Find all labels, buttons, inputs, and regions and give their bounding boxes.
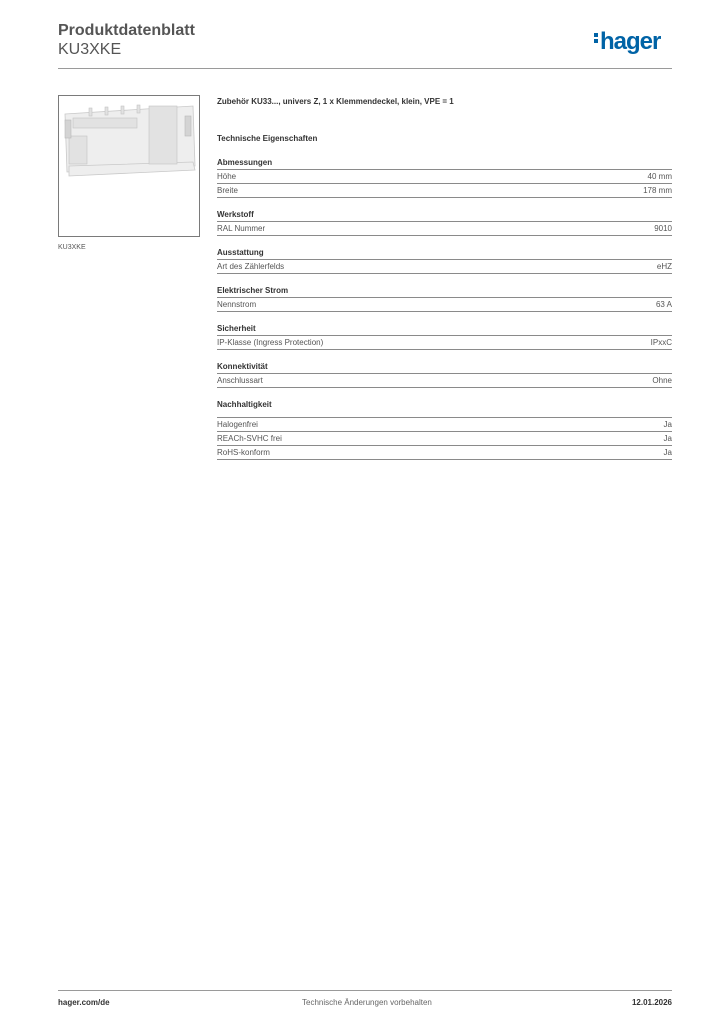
spec-label: RoHS-konform — [217, 448, 270, 457]
product-code: KU3XKE — [58, 41, 122, 58]
image-caption: KU3XKE — [58, 244, 86, 251]
spec-label: Halogenfrei — [217, 420, 258, 429]
document-title: Produktdatenblatt — [58, 22, 195, 39]
terminal-cover-illustration — [59, 96, 199, 236]
footer-date: 12.01.2026 — [631, 998, 672, 1007]
group-sicherheit — [217, 324, 672, 350]
spec-value: IPxxC — [650, 338, 672, 347]
group-werkstoff — [217, 210, 672, 236]
product-image — [58, 95, 200, 237]
spec-value: Ja — [663, 448, 672, 457]
product-description: Zubehör KU33..., univers Z, 1 x Klemmendeckel, klein, VPE = 1 — [217, 97, 454, 106]
group-elektrischer-strom — [217, 286, 672, 312]
group-konnektivitaet — [217, 362, 672, 388]
spec-label: Nennstrom — [217, 300, 257, 309]
spec-row — [217, 432, 672, 446]
group-nachhaltigkeit — [217, 400, 672, 460]
technical-properties-heading: Technische Eigenschaften — [217, 134, 318, 143]
document-header — [58, 21, 195, 59]
group-abmessungen — [217, 158, 672, 198]
spec-value: 40 mm — [647, 172, 672, 181]
header-divider — [58, 68, 672, 69]
spec-row — [217, 222, 672, 236]
hager-logo — [594, 27, 660, 57]
spec-value: Ohne — [652, 376, 672, 385]
spec-label: Art des Zählerfelds — [217, 262, 285, 271]
logo-dots-icon — [594, 33, 599, 45]
group-title: Nachhaltigkeit — [217, 400, 272, 409]
group-title: Abmessungen — [217, 158, 672, 170]
group-ausstattung — [217, 248, 672, 274]
spec-value: 63 A — [655, 300, 672, 309]
footer-divider — [58, 990, 672, 991]
spec-label: Anschlussart — [217, 376, 263, 385]
logo-text: hager — [600, 28, 661, 55]
datasheet-content — [217, 97, 672, 472]
spec-row — [217, 336, 672, 350]
spec-label: REACh-SVHC frei — [217, 434, 282, 443]
footer-notice: Technische Änderungen vorbehalten — [302, 998, 432, 1007]
spec-value: eHZ — [656, 262, 672, 271]
spec-value: 178 mm — [643, 186, 672, 195]
spec-label: Höhe — [217, 172, 237, 181]
group-title: Ausstattung — [217, 248, 672, 260]
spec-value: Ja — [663, 434, 672, 443]
spec-row — [217, 418, 672, 432]
spec-row — [217, 260, 672, 274]
spec-row — [217, 298, 672, 312]
footer-website-link[interactable]: hager.com/de — [58, 998, 110, 1007]
spec-value: Ja — [663, 420, 672, 429]
spec-label: RAL Nummer — [217, 224, 266, 233]
group-title: Sicherheit — [217, 324, 672, 336]
spec-label: IP-Klasse (Ingress Protection) — [217, 338, 324, 347]
spec-row — [217, 446, 672, 460]
spec-rows — [217, 417, 672, 460]
spec-label: Breite — [217, 186, 238, 195]
group-title: Konnektivität — [217, 362, 672, 374]
group-title: Elektrischer Strom — [217, 286, 672, 298]
group-title: Werkstoff — [217, 210, 672, 222]
spec-row — [217, 184, 672, 198]
spec-row — [217, 170, 672, 184]
spec-row — [217, 374, 672, 388]
spec-value: 9010 — [654, 224, 672, 233]
